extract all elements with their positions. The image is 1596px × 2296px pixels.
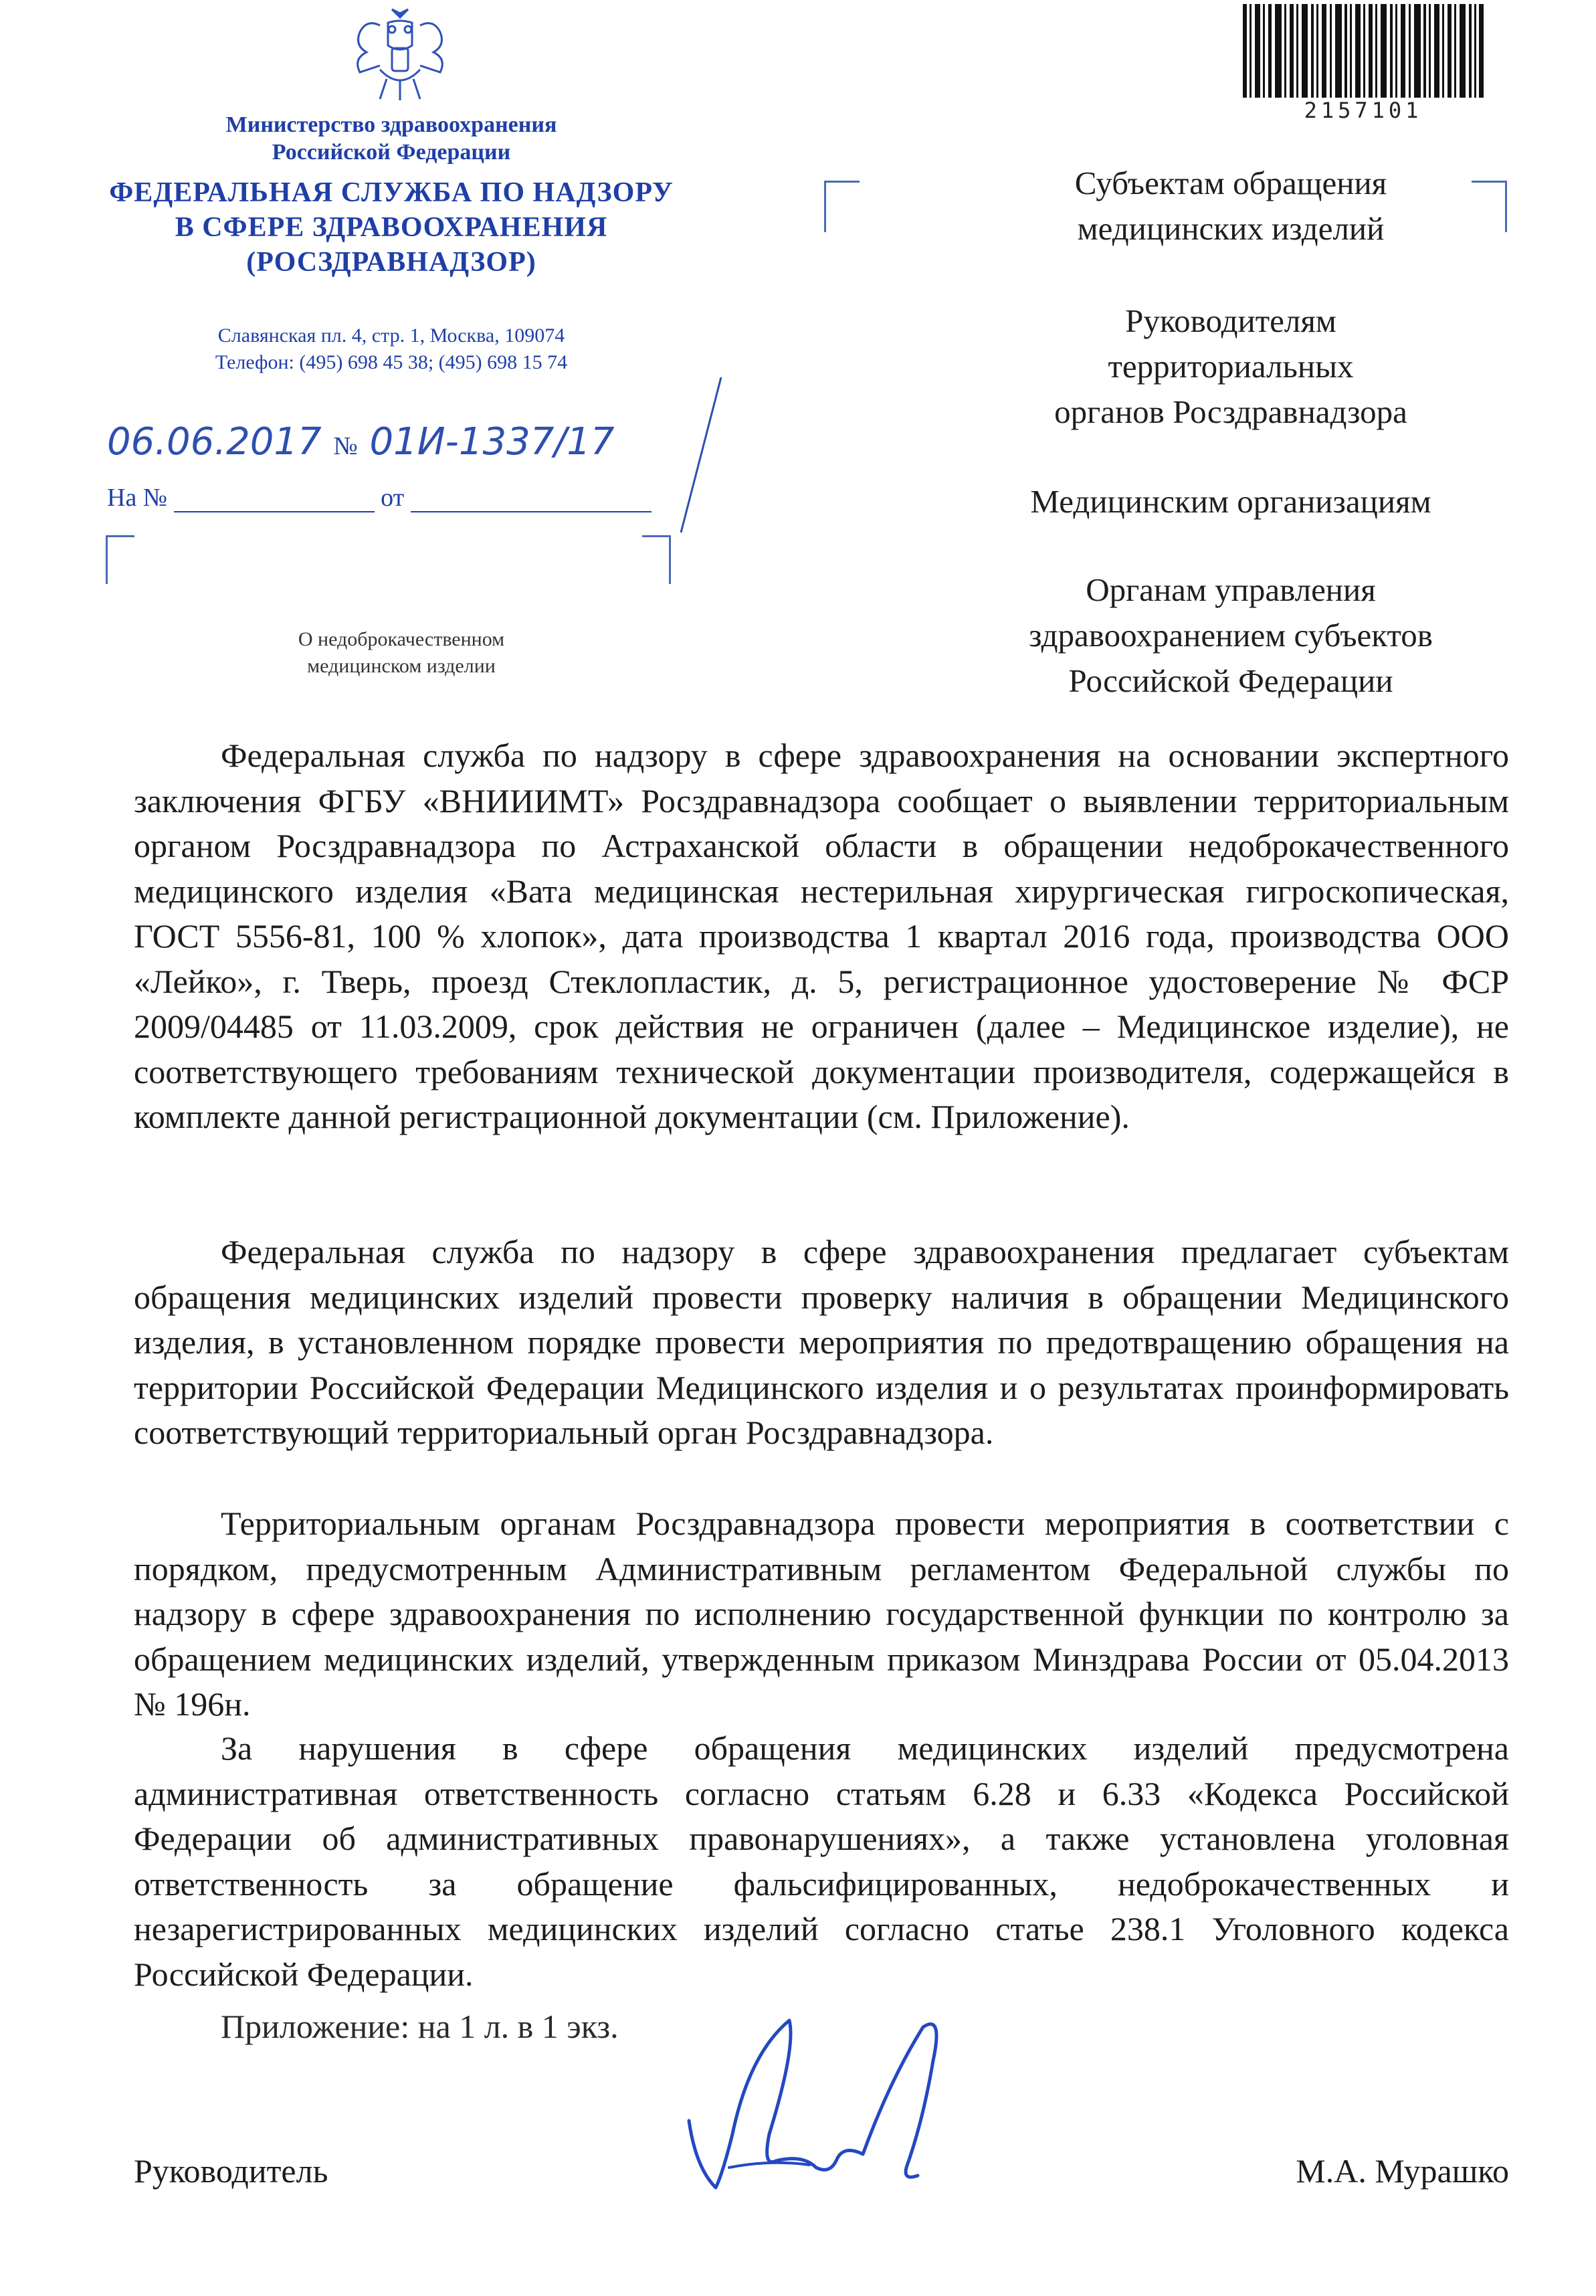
barcode-number: 2157101 (1304, 98, 1423, 123)
corner-mark (642, 535, 671, 584)
addressee-medical-orgs (930, 479, 1532, 524)
ref-number-blank (174, 488, 375, 512)
addressee-line: Российской Федерации (1068, 662, 1393, 699)
registration-line (107, 420, 615, 464)
subject-line-2: медицинском изделии (307, 655, 496, 677)
addressee-line: органов Росздравнадзора (1054, 393, 1407, 430)
ministry-line-2: Российской Федерации (272, 140, 511, 165)
body-paragraph: Федеральная служба по надзору в сфере здравоохранения на основании экспертного заключения ФГБУ «ВНИИИМТ» Росздравнадзора сообщает о выявлении территориальным органом Росздравнадзора по Астраханской области в обращении недоброкачественного медицинского изделия «Вата медицинская нестерильная хирургическая гигроскопическая, ГОСТ 5556-81, 100 % хлопок», дата производства 1 квартал 2016 года, производства ООО «Лейко», г. Тверь, проезд Стеклопластик, д. 5, регистрационное удостоверение № ФСР 2009/04485 от 11.03.2009, срок действия не ограничен (далее – Медицинское изделие), не соответствующего требованиям технической документации производителя, содержащейся в комплекте данной регистрационной документации (см. Приложение). (134, 737, 1509, 1135)
subject-block (201, 626, 602, 680)
addressee-heads (930, 298, 1532, 435)
addressee-line: медицинских изделий (1077, 210, 1385, 247)
addressee-line: Органам управления (1086, 571, 1376, 608)
corner-mark (824, 181, 860, 232)
addressee-line: Медицинским организациям (1030, 483, 1431, 520)
service-name (67, 175, 716, 280)
ref-date-blank (411, 488, 652, 512)
number-sign: № (333, 432, 358, 460)
ministry-line-1: Министерство здравоохранения (225, 112, 557, 137)
addressee-line: территориальных (1108, 348, 1354, 385)
phone-line: Телефон: (495) 698 45 38; (495) 698 15 74 (215, 351, 568, 373)
addressee-line: Субъектам обращения (1074, 165, 1387, 201)
signer-position: Руководитель (134, 2152, 328, 2190)
appendix-note: Приложение: на 1 л. в 1 экз. (221, 2008, 619, 2045)
ministry-name (67, 111, 716, 166)
service-line-3: (РОСЗДРАВНАДЗОР) (246, 247, 536, 278)
body-paragraph: Федеральная служба по надзору в сфере здравоохранения предлагает субъектам обращения медицинских изделий провести проверку наличия в обращении Медицинского изделия, в установленном порядке провести мероприятия по предотвращению обращения на территории Российской Федерации Медицинского изделия и о результатах проинформировать соответствующий территориальный орган Росздравнадзора. (134, 1233, 1509, 1451)
coat-of-arms-icon (340, 5, 460, 104)
corner-mark (106, 535, 134, 584)
service-line-1: ФЕДЕРАЛЬНАЯ СЛУЖБА ПО НАДЗОРУ (109, 177, 674, 208)
body-paragraph: За нарушения в сфере обращения медицинских изделий предусмотрена административная ответственность согласно статьям 6.28 и 6.33 «Кодекса Российской Федерации об административных правонарушениях», а также установлена уголовная ответственность за обращение фальсифицированных, недоброкачественных и незарегистрированных медицинских изделий согласно статье 238.1 Уголовного кодекса Российской Федерации. (134, 1729, 1509, 1993)
subject-line-1: О недоброкачественном (298, 628, 505, 650)
ref-label: На № (107, 484, 168, 512)
address-line: Славянская пл. 4, стр. 1, Москва, 109074 (217, 324, 565, 347)
service-line-2: В СФЕРЕ ЗДРАВООХРАНЕНИЯ (175, 212, 608, 243)
slash-stroke (677, 375, 724, 535)
addressee-subjects (930, 161, 1532, 252)
registration-number: 01И-1337/17 (369, 420, 615, 464)
addressee-line: здравоохранением субъектов (1029, 617, 1433, 654)
signer-name: М.А. Мурашко (1296, 2152, 1509, 2190)
addressee-line: Руководителям (1125, 302, 1336, 339)
body-paragraph: Территориальным органам Росздравнадзора провести мероприятия в соответствии с порядком, предусмотренным Административным регламентом Федеральной службы по надзору в сфере здравоохранения по исполнению государственной функции по контролю за обращением медицинских изделий, утвержденным приказом Минздрава России от 05.04.2013 № 196н. (134, 1505, 1509, 1723)
ref-from-label: от (381, 484, 405, 512)
barcode-icon (1243, 4, 1484, 98)
handwritten-signature (669, 2000, 963, 2201)
registration-date: 06.06.2017 (107, 420, 322, 464)
reference-line (107, 483, 652, 512)
addressee-health-authorities (930, 567, 1532, 704)
address-block (67, 322, 716, 376)
